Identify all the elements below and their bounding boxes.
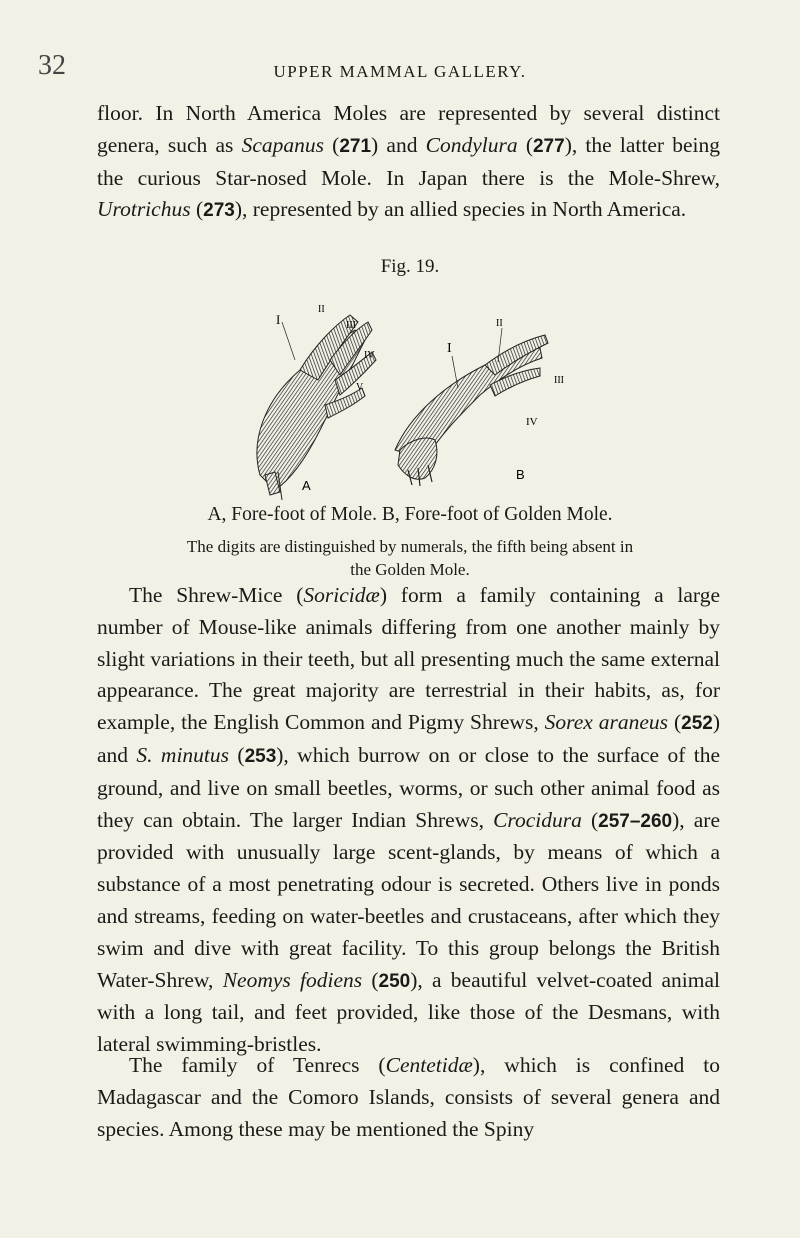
scientific-name: Centetidæ (385, 1053, 473, 1077)
text-run: ( (668, 710, 682, 735)
label-b-digit-4: IV (526, 416, 538, 428)
scientific-name: Crocidura (493, 807, 582, 832)
scientific-name: S. minutus (136, 742, 230, 767)
scientific-name: Condylura (425, 132, 518, 157)
text-run: ), which burrow on or close to the surface of the ground, and live on small beetles, worms, or such other animal food as they can obtain. The larger Indian Shrews, (97, 742, 720, 832)
paragraph-shrew-mice (97, 580, 720, 1061)
text-run: ), which is confined to Madagascar and the Comoro Islands, consists of several genera and species. Among these may be mentioned the Spiny (97, 1053, 720, 1141)
page-header (0, 50, 800, 90)
text-run: ( (190, 197, 204, 222)
text-run: ) and (97, 710, 720, 767)
forefoot-b-drawing (395, 335, 548, 486)
scientific-name: Urotrichus (97, 197, 191, 222)
text-run: ), are provided with unusually large scent-glands, by means of which a substance of a most penetrating odour is secreted. Others live in ponds and streams, feeding on water-beetles and crustaceans, after which they swim and dive with great facility. To this group belongs the British Water-Shrew, (97, 807, 720, 992)
text-run: ( (362, 967, 379, 992)
text-run: ), represented by an allied species in North America. (234, 197, 687, 222)
specimen-number: 271 (339, 135, 372, 157)
label-a-digit-4: IV (364, 350, 375, 361)
specimen-number: 257–260 (598, 810, 673, 832)
label-a-digit-3: III (346, 320, 356, 331)
specimen-number: 250 (378, 970, 411, 992)
forefoot-a-drawing (257, 315, 376, 500)
label-b-digit-2: II (496, 318, 503, 329)
label-a-letter: A (302, 478, 311, 493)
scientific-name: Neomys fodiens (222, 967, 363, 992)
specimen-number: 273 (203, 200, 235, 222)
label-a-digit-5: V (356, 382, 364, 393)
text-run: floor. In North America Moles are represented by several distinct genera, such as (97, 101, 720, 157)
paragraph-tenrecs (97, 1050, 720, 1145)
figure-note-line: the Golden Mole. (350, 560, 470, 579)
figure-note-line: The digits are distinguished by numerals, the fifth being absent in (186, 537, 634, 556)
text-run: ( (323, 132, 340, 157)
scientific-name: Sorex araneus (544, 710, 669, 735)
label-b-letter: B (516, 467, 525, 482)
text-run: ( (581, 807, 599, 832)
label-a-digit-1: I (276, 312, 281, 327)
running-head: UPPER MAMMAL GALLERY. (273, 62, 527, 81)
page-number: 32 (38, 50, 66, 81)
figure-title: Fig. 19. (380, 256, 440, 277)
text-run: ( (517, 132, 533, 157)
mole-forefoot-illustration (240, 300, 580, 505)
text-run: The Shrew-Mice ( (129, 583, 304, 607)
text-run: ), the latter being the curious Star-nosed Mole. In Japan there is the Mole-Shrew, (97, 132, 720, 190)
text-run: The family of Tenrecs ( (129, 1053, 386, 1077)
specimen-number: 252 (681, 713, 713, 735)
label-b-digit-1: I (447, 341, 452, 356)
figure-note (0, 535, 800, 581)
text-run: ), a beautiful velvet-coated animal with a long tail, and feet provided, like those of the Desmans, with lateral swimming-bristles. (97, 967, 720, 1057)
specimen-number: 253 (244, 745, 277, 767)
label-b-digit-3: III (554, 375, 564, 386)
text-run: ) form a family containing a large number of Mouse-like animals differing from one another mainly by slight variations in their teeth, but all presenting much the same external appearance. The great majority are terrestrial in their habits, as, for example, the English Common and Pigmy Shrews, (97, 583, 720, 735)
scientific-name: Scapanus (241, 132, 324, 157)
specimen-number: 277 (532, 135, 565, 157)
figure-caption: A, Fore-foot of Mole. B, Fore-foot of Golden Mole. (207, 504, 613, 525)
text-run: ) and (371, 132, 426, 157)
paragraph-moles (97, 98, 720, 227)
text-run: ( (229, 742, 245, 767)
scientific-name: Soricidæ (303, 583, 380, 607)
label-a-digit-2: II (318, 304, 325, 315)
